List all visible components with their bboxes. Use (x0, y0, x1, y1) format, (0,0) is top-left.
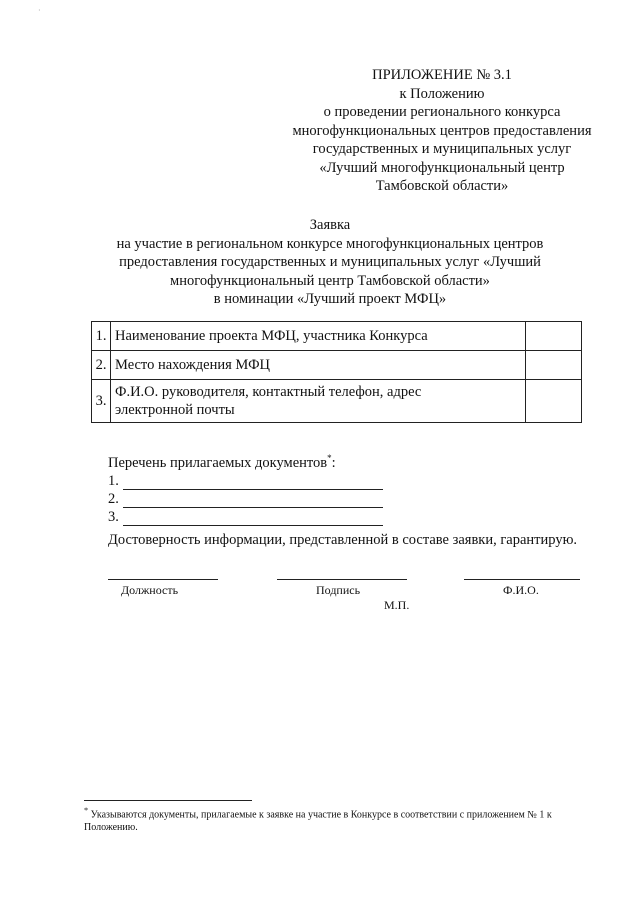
row-label: электронной почты (115, 402, 235, 418)
application-line: в номинации «Лучший проект МФЦ» (213, 291, 447, 307)
row-label: Наименование проекта МФЦ, участника Конкурса (111, 322, 526, 351)
signature-line[interactable] (277, 579, 407, 580)
appendix-line: «Лучший многофункциональный центр (319, 159, 565, 176)
table-row (92, 380, 582, 423)
application-table (91, 321, 582, 423)
document-entry (108, 490, 383, 508)
document-blank-line[interactable] (123, 513, 383, 526)
application-line: на участие в региональном конкурсе многофункциональных центров (116, 235, 544, 252)
row-number: 3. (92, 380, 111, 423)
document-number: 3. (108, 508, 119, 525)
document-entry (108, 508, 383, 526)
documents-heading-text: Перечень прилагаемых документов (108, 454, 328, 471)
appendix-line: многофункциональных центров предоставления (292, 122, 592, 139)
application-title (90, 216, 570, 309)
position-signature-line[interactable] (108, 579, 218, 580)
table-row (92, 351, 582, 380)
document-blank-line[interactable] (123, 495, 383, 508)
appendix-header (270, 66, 614, 196)
row-number: 2. (92, 351, 111, 380)
row-label: Место нахождения МФЦ (111, 351, 526, 380)
document-entry (108, 472, 383, 490)
row-label: Ф.И.О. руководителя, контактный телефон, адрес (115, 384, 422, 400)
application-line: предоставления государственных и муниципальных услуг «Лучший (119, 254, 541, 270)
footnote-mark: * (84, 806, 89, 815)
appendix-line: Тамбовской области» (375, 178, 509, 194)
application-heading: Заявка (309, 217, 351, 233)
appendix-title: ПРИЛОЖЕНИЕ № 3.1 (372, 67, 512, 83)
row-label-cell (111, 380, 526, 423)
signature-label: Подпись (316, 583, 361, 597)
documents-heading-suffix: : (331, 454, 336, 471)
guarantee-statement: Достоверность информации, представленной в составе заявки, гарантирую. (108, 532, 578, 548)
name-signature-line[interactable] (464, 579, 580, 580)
document-blank-line[interactable] (123, 477, 383, 490)
appendix-line: о проведении регионального конкурса (323, 104, 561, 120)
appendix-line: государственных и муниципальных услуг (312, 141, 572, 157)
full-name-label: Ф.И.О. (503, 583, 539, 597)
application-line: многофункциональный центр Тамбовской области» (170, 272, 490, 289)
row-value-cell[interactable] (526, 380, 582, 423)
footnote (84, 804, 606, 834)
position-label: Должность (121, 583, 179, 597)
row-value-cell[interactable] (526, 322, 582, 351)
document-number: 1. (108, 472, 119, 489)
scan-mark: · (38, 6, 41, 15)
row-value-cell[interactable] (526, 351, 582, 380)
footnote-text: Указываются документы, прилагаемые к заявке на участие в Конкурсе в соответствии с приложением № 1 к Положению. (84, 809, 552, 834)
stamp-place-label: М.П. (384, 598, 410, 612)
table-row (92, 322, 582, 351)
footnote-reference: * (327, 453, 332, 463)
documents-heading (108, 449, 383, 472)
document-number: 2. (108, 490, 119, 507)
row-number: 1. (92, 322, 111, 351)
attached-documents (108, 449, 383, 526)
appendix-line: к Положению (399, 85, 485, 102)
footnote-divider (84, 800, 252, 801)
